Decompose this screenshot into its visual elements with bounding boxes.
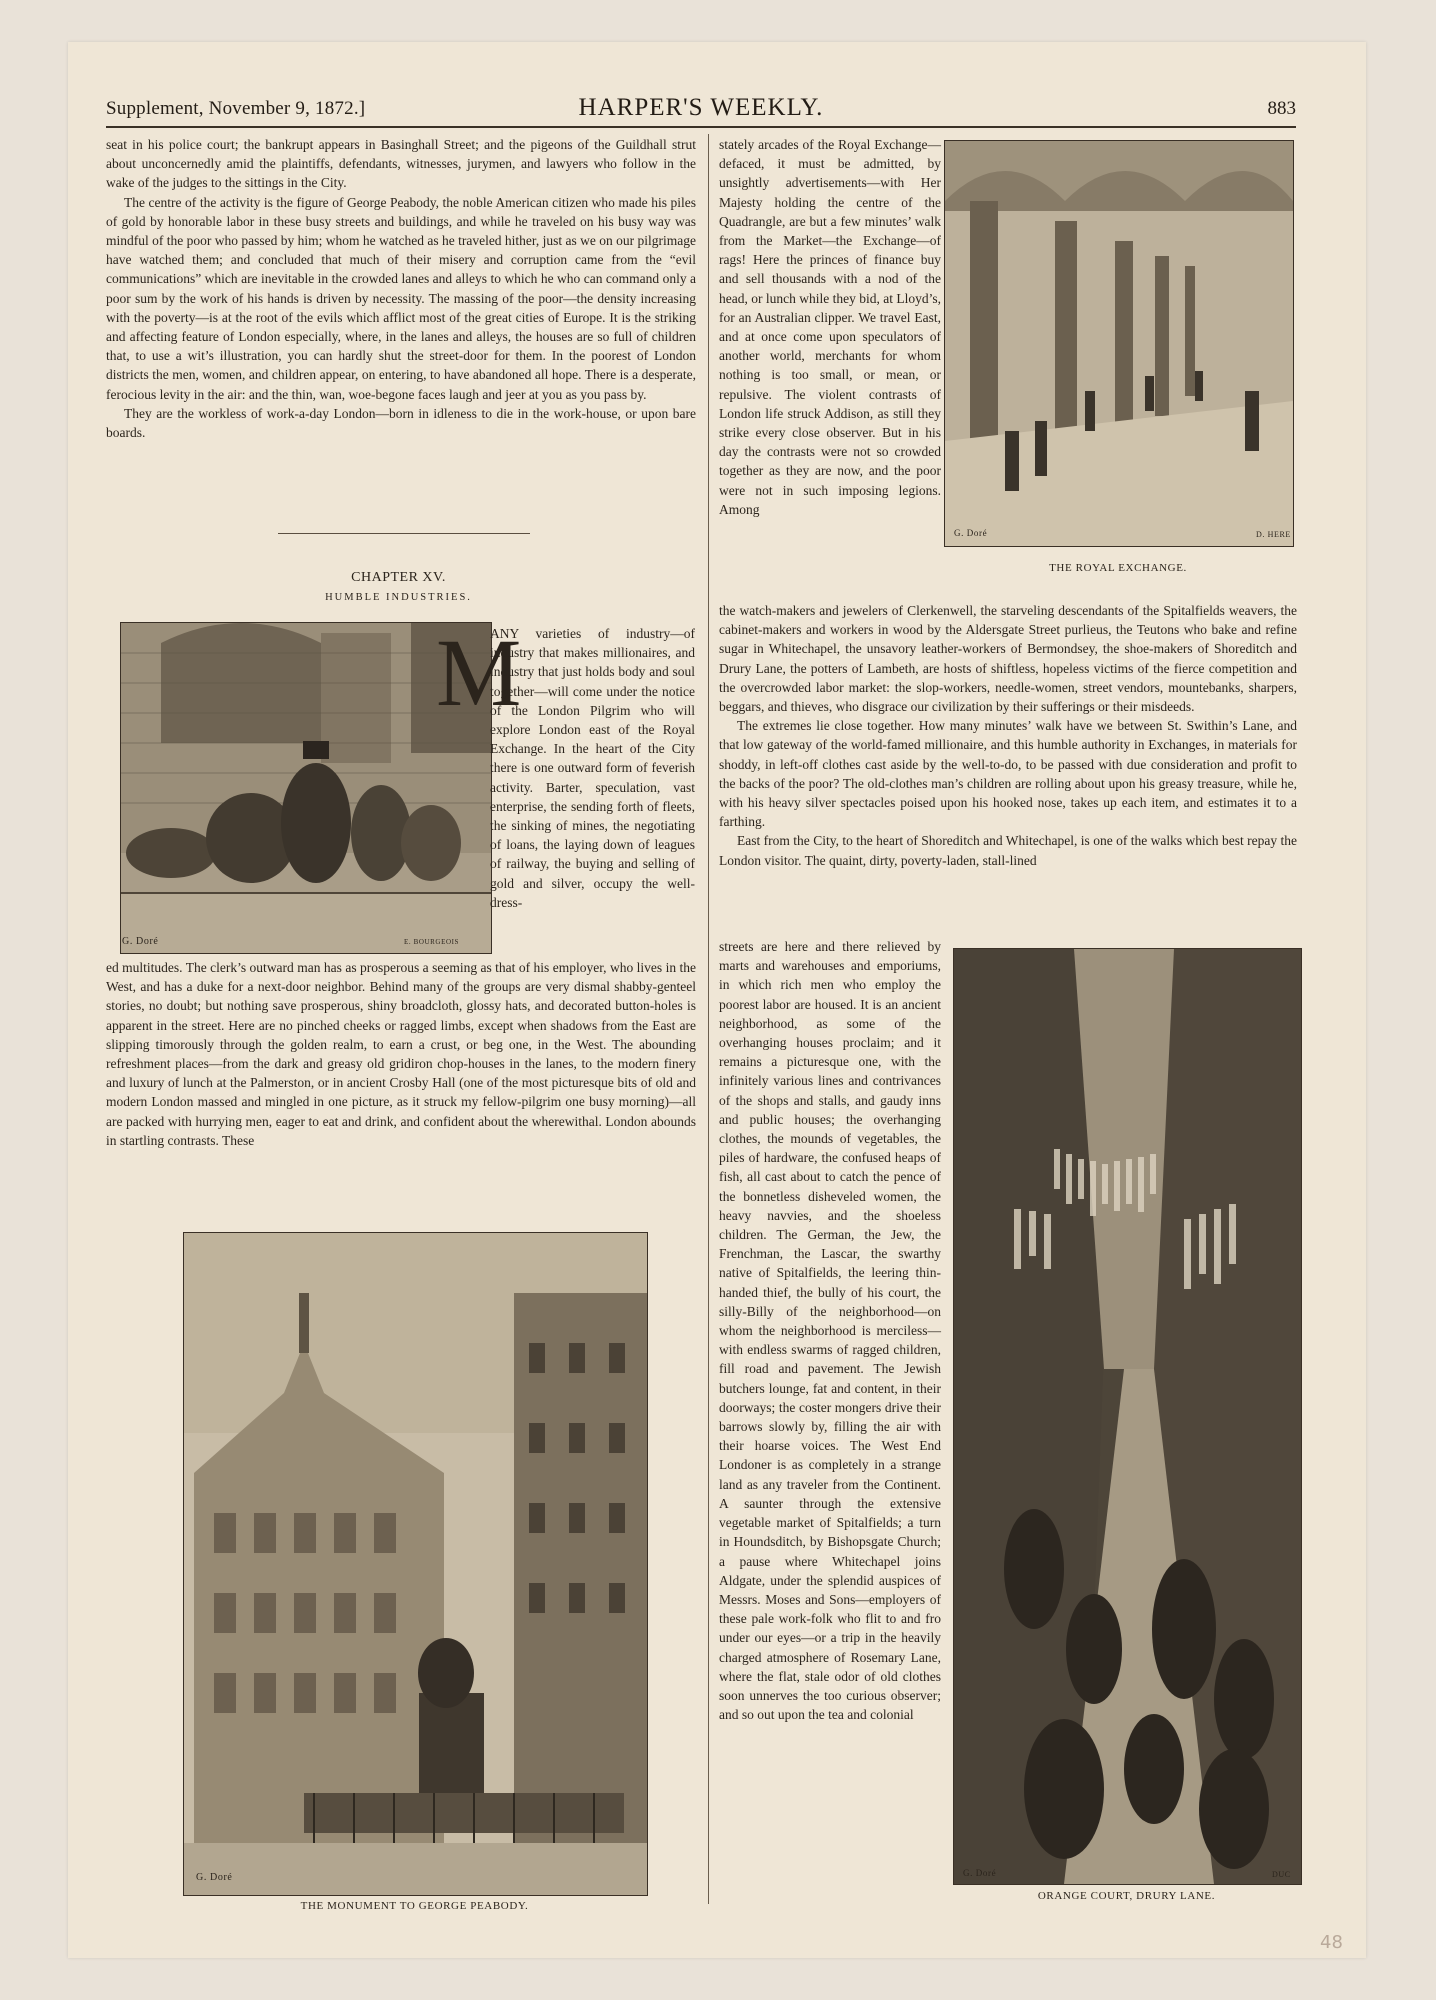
chapter-continued-text: ed multitudes. The clerk’s outward man has as prosperous a seeming as that of his employer, who lives in the West, and has a duke for a next-door neighbor. Behind many of the groups are very dismal shabby-genteel stories, no doubt; but nothing save prosperous, shiny broadcloth, glossy hats, and decorated button-holes is apparent in the street. Here are no pinched cheeks or ragged limbs, except when shadows from the East are slipping timorously through the golden realm, to earn a crust, or beg one, in the West. The abounding refreshment places—from the dark and greasy old gridiron chop-houses in the lanes, to the modern finery and luxury of lunch at the Palmerston, or in ancient Crosby Hall (one of the most picturesque bits of old and modern London massed and mingled in one picture, as it struck my fellow-pilgrim one busy morning)—all are packed with hurrying men, eager to eat and drink, and confident about the wherewithal. London abounds in startling contrasts. These bbox=[106, 960, 696, 1148]
caption-royal-exchange: THE ROYAL EXCHANGE. bbox=[1049, 562, 1187, 574]
masthead-title: HARPER'S WEEKLY. bbox=[578, 94, 824, 121]
orange-court-signature-right: DUC bbox=[1272, 1870, 1291, 1879]
orange-court-signature-left: G. Doré bbox=[963, 1868, 997, 1878]
orange-court-engraving bbox=[953, 948, 1302, 1885]
page-header bbox=[106, 96, 1296, 128]
intro-paragraph-2: The centre of the activity is the figure of George Peabody, the noble American citizen who made his piles of gold by honorable labor in these busy streets and buildings, and while he traveled on his busy way was mindful of the poor who passed by him; whom he watched as he traveled hither, just as we on our pilgrimage have watched them; and concluded that much of their misery and corruption came from the “evil communications” which are inevitable in the crowded lanes and alleys to which he who can command only a poor sum by the work of his hands is driven by necessity. The massing of the poor—the density increasing with the poverty—is at the root of the evils which afflict most of the great cities of Europe. It is the striking and affecting feature of London especially, where, in the lanes and alleys, the houses are so full of children that, to use a wit’s illustration, you can hardly shut the street-door for them. In the poorest of London districts the men, women, and children appear, on entering, to have abandoned all hope. There is a desperate, ferocious levity in the air: and the thin, wan, woe-begone faces laugh and jeer at you as you pass by. bbox=[106, 194, 696, 402]
royal-exchange-signature-right: D. HERE bbox=[1256, 530, 1291, 539]
right-column-wide-text bbox=[719, 601, 1297, 870]
royal-exchange-signature-left: G. Doré bbox=[954, 528, 988, 538]
pencil-annotation: 48 bbox=[1320, 1932, 1343, 1953]
industries-signature-left: G. Doré bbox=[122, 936, 159, 947]
neighborhood-text: streets are here and there relieved by marts and warehouses and emporiums, in which rich men who employ the poorest labor are housed. It is an ancient neighborhood, as some of the overhanging houses proclaim; and it remains a picturesque one, with the infinitely various lines and contrivances of the shops and stalls, and gaudy inns and public houses; the overhanging clothes, the mounds of vegetables, the piles of hardware, the confused heaps of fish, all cast about to catch the pence of the bonnetless disheveled women, the heavy navvies, and the shoeless children. The German, the Jew, the Frenchman, the Lascar, the swarthy native of Spitalfields, the leering thin-handed thief, the bully of his court, the silly-Billy of the neighborhood—on whom the neighborhood is merciless—with endless swarms of ragged children, fill road and pavement. The Jewish butchers lounge, fat and content, in their doorways; the coster mongers drive their barrows slowly by, filling the air with their hoarse voices. The West End Londoner is as completely in a strange land as any traveler from the Continent. A saunter through the extensive vegetable market of Spitalfields; a turn in Houndsditch, by Bishopsgate Church; a pause where Whitechapel joins Aldgate, under the splendid auspices of Messrs. Moses and Sons—employers of these pale work-folk who flit to and fro under our eyes—or a trip in the heavily charged atmosphere of Rosemary Lane, where the flat, stale odor of old clothes soon unnerves the too curious observer; and so out upon the tea and colonial bbox=[719, 939, 941, 1723]
trades-paragraph: the watch-makers and jewelers of Clerkenwell, the starveling descendants of the Spitalfields weavers, the cabinet-makers and workers in wood by the Aldersgate Street purlieus, the Teutons who bake and refine sugar in Whitechapel, the unsavory leather-workers of Bermondsey, the shoe-makers of Shoreditch and Drury Lane, the potters of Lambeth, are hosts of shiftless, hopeless victims of the fierce competition and the overcrowded labor market: the slop-workers, needle-women, street vendors, mountebanks, sharpers, beggars, and thieves, who disgrace our civilization by their sufferings or their misdeeds. bbox=[719, 603, 1297, 715]
orange-court-scene bbox=[954, 949, 1301, 1884]
royal-exchange-scene bbox=[945, 141, 1293, 546]
caption-peabody: THE MONUMENT TO GEORGE PEABODY. bbox=[300, 1900, 529, 1912]
royal-exchange-engraving bbox=[944, 140, 1294, 547]
intro-paragraph-3: They are the workless of work-a-day London—born in idleness to die in the work-house, or upon bare boards. bbox=[106, 405, 696, 441]
peabody-signature: G. Doré bbox=[196, 1872, 233, 1883]
page-number: 883 bbox=[1267, 98, 1296, 119]
chapter-text-full-width bbox=[106, 958, 696, 1150]
drop-cap-letter: M bbox=[436, 619, 522, 726]
industries-signature-right: E. BOURGEOIS bbox=[404, 938, 460, 946]
column-divider bbox=[708, 134, 709, 1904]
intro-paragraph-1: seat in his police court; the bankrupt appears in Basinghall Street; and the pigeons of the Guildhall strut about unconcernedly amid the plaintiffs, defendants, witnesses, jurymen, and lawyers who follow in the wake of the judges to the sittings in the City. bbox=[106, 137, 696, 191]
chapter-subtitle: HUMBLE INDUSTRIES. bbox=[325, 592, 472, 603]
chapter-title: CHAPTER XV. bbox=[351, 570, 446, 585]
peabody-monument-engraving bbox=[183, 1232, 648, 1896]
peabody-monument-scene bbox=[184, 1233, 647, 1895]
right-column-top-text bbox=[719, 135, 941, 519]
right-column-bottom-text bbox=[719, 937, 941, 1724]
chapter-text-beside-image bbox=[490, 624, 695, 912]
header-date: Supplement, November 9, 1872.] bbox=[106, 98, 366, 119]
section-separator bbox=[278, 533, 530, 534]
chapter-opening-text: ANY varieties of industry—of industry that makes millionaires, and industry that just holds body and soul together—will come under the notice of the London Pilgrim who will explore London east of the Royal Exchange. In the heart of the City there is one outward form of feverish activity. Barter, speculation, vast enterprise, the sending forth of fleets, the sinking of mines, the negotiating of loans, the laying down of leagues of railway, the buying and selling of gold and silver, occupy the well-dress- bbox=[490, 626, 695, 910]
extremes-paragraph: The extremes lie close together. How many minutes’ walk have we between St. Swithin’s Lane, and that low gateway of the world-famed millionaire, and this humble authority in Exchanges, in materials for shoddy, in left-off clothes cast aside by the well-to-do, to be passed with due consideration and profit to the backs of the poor? The old-clothes man’s children are rolling about upon his greasy treasure, while he, with his heavy silver spectacles poised upon his hooked nose, takes up each item, and estimates it to a farthing. bbox=[719, 718, 1297, 830]
caption-orange-court: ORANGE COURT, DRURY LANE. bbox=[1037, 1890, 1216, 1902]
intro-text bbox=[106, 135, 696, 442]
east-walk-paragraph: East from the City, to the heart of Shoreditch and Whitechapel, is one of the walks which best repay the London visitor. The quaint, dirty, poverty-laden, stall-lined bbox=[719, 833, 1297, 868]
royal-exchange-text: stately arcades of the Royal Exchange—defaced, it must be admitted, by unsightly advertisements—with Her Majesty holding the centre of the Quadrangle, are but a few minutes’ walk from the Market—the Exchange—of rags! Here the princes of finance buy and sell thousands with a nod of the head, or lunch while they bid, at Lloyd’s, for an Australian clipper. We travel East, and at once come upon speculators of another world, merchants for whom nothing is too small, or mean, or repulsive. The violent contrasts of London life struck Addison, as still they strike every close observer. But in his day the contrasts were not so crowded together as they are now, and the poor were not in such imposing legions. Among bbox=[719, 137, 941, 517]
